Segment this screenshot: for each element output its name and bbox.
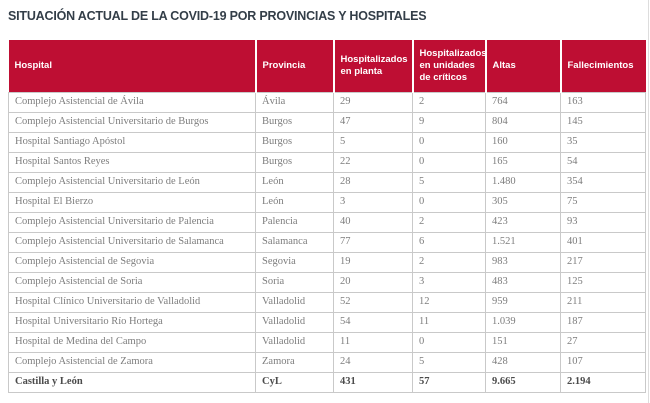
cell-hospital: Complejo Asistencial Universitario de León <box>9 172 256 192</box>
table-row <box>9 232 646 252</box>
table-body <box>9 92 646 392</box>
cell-planta: 77 <box>334 232 413 252</box>
cell-provincia: Palencia <box>256 212 334 232</box>
table-row <box>9 352 646 372</box>
cell-altas: 1.521 <box>486 232 561 252</box>
cell-criticos: 5 <box>413 352 486 372</box>
cell-provincia: Valladolid <box>256 312 334 332</box>
cell-fallecimientos: 54 <box>561 152 646 172</box>
cell-hospital: Complejo Asistencial Universitario de Palencia <box>9 212 256 232</box>
table-header-row <box>9 40 646 92</box>
column-header-planta: Hospitalizados en planta <box>334 40 413 92</box>
cell-provincia: CyL <box>256 372 334 392</box>
cell-planta: 5 <box>334 132 413 152</box>
cell-provincia: Zamora <box>256 352 334 372</box>
cell-altas: 151 <box>486 332 561 352</box>
cell-fallecimientos: 217 <box>561 252 646 272</box>
cell-criticos: 11 <box>413 312 486 332</box>
cell-altas: 165 <box>486 152 561 172</box>
table-row <box>9 312 646 332</box>
column-header-criticos: Hospitalizados en unidades de críticos <box>413 40 486 92</box>
cell-provincia: León <box>256 172 334 192</box>
cell-criticos: 0 <box>413 332 486 352</box>
cell-altas: 9.665 <box>486 372 561 392</box>
cell-hospital: Complejo Asistencial de Zamora <box>9 352 256 372</box>
page-title: SITUACIÓN ACTUAL DE LA COVID-19 POR PROVINCIAS Y HOSPITALES <box>8 9 427 23</box>
cell-altas: 764 <box>486 92 561 112</box>
cell-planta: 54 <box>334 312 413 332</box>
cell-fallecimientos: 93 <box>561 212 646 232</box>
cell-provincia: Segovia <box>256 252 334 272</box>
cell-altas: 1.039 <box>486 312 561 332</box>
cell-fallecimientos: 107 <box>561 352 646 372</box>
cell-hospital: Complejo Asistencial de Ávila <box>9 92 256 112</box>
cell-fallecimientos: 35 <box>561 132 646 152</box>
cell-provincia: Salamanca <box>256 232 334 252</box>
column-header-fallecimientos: Fallecimientos <box>561 40 646 92</box>
table-row <box>9 292 646 312</box>
cell-criticos: 2 <box>413 92 486 112</box>
cell-criticos: 0 <box>413 152 486 172</box>
table-row <box>9 172 646 192</box>
table-row <box>9 192 646 212</box>
cell-hospital: Hospital El Bierzo <box>9 192 256 212</box>
table-row <box>9 272 646 292</box>
cell-provincia: León <box>256 192 334 212</box>
cell-altas: 160 <box>486 132 561 152</box>
cell-planta: 52 <box>334 292 413 312</box>
cell-fallecimientos: 211 <box>561 292 646 312</box>
cell-criticos: 0 <box>413 192 486 212</box>
cell-planta: 40 <box>334 212 413 232</box>
cell-fallecimientos: 125 <box>561 272 646 292</box>
table-header <box>9 40 646 92</box>
cell-planta: 28 <box>334 172 413 192</box>
cell-hospital: Hospital Santos Reyes <box>9 152 256 172</box>
cell-altas: 428 <box>486 352 561 372</box>
cell-hospital: Complejo Asistencial de Soria <box>9 272 256 292</box>
cell-criticos: 6 <box>413 232 486 252</box>
cell-fallecimientos: 145 <box>561 112 646 132</box>
cell-fallecimientos: 401 <box>561 232 646 252</box>
page-right-edge-line <box>648 0 649 403</box>
table-row <box>9 252 646 272</box>
cell-altas: 983 <box>486 252 561 272</box>
cell-planta: 431 <box>334 372 413 392</box>
cell-planta: 47 <box>334 112 413 132</box>
table-row <box>9 152 646 172</box>
cell-criticos: 2 <box>413 212 486 232</box>
cell-planta: 3 <box>334 192 413 212</box>
cell-criticos: 12 <box>413 292 486 312</box>
table-total-row <box>9 372 646 392</box>
cell-hospital: Hospital Clínico Universitario de Valladolid <box>9 292 256 312</box>
cell-altas: 1.480 <box>486 172 561 192</box>
cell-criticos: 57 <box>413 372 486 392</box>
cell-provincia: Burgos <box>256 132 334 152</box>
cell-criticos: 2 <box>413 252 486 272</box>
cell-fallecimientos: 354 <box>561 172 646 192</box>
cell-fallecimientos: 27 <box>561 332 646 352</box>
cell-altas: 959 <box>486 292 561 312</box>
cell-fallecimientos: 75 <box>561 192 646 212</box>
cell-altas: 305 <box>486 192 561 212</box>
cell-hospital: Hospital Universitario Río Hortega <box>9 312 256 332</box>
table-row <box>9 332 646 352</box>
cell-planta: 20 <box>334 272 413 292</box>
cell-hospital: Complejo Asistencial Universitario de Salamanca <box>9 232 256 252</box>
table-row <box>9 132 646 152</box>
cell-fallecimientos: 163 <box>561 92 646 112</box>
cell-criticos: 3 <box>413 272 486 292</box>
cell-planta: 29 <box>334 92 413 112</box>
cell-altas: 804 <box>486 112 561 132</box>
table-row <box>9 92 646 112</box>
cell-hospital: Hospital de Medina del Campo <box>9 332 256 352</box>
cell-altas: 483 <box>486 272 561 292</box>
cell-provincia: Valladolid <box>256 292 334 312</box>
cell-planta: 11 <box>334 332 413 352</box>
cell-hospital: Complejo Asistencial de Segovia <box>9 252 256 272</box>
cell-fallecimientos: 187 <box>561 312 646 332</box>
cell-planta: 22 <box>334 152 413 172</box>
cell-hospital: Complejo Asistencial Universitario de Burgos <box>9 112 256 132</box>
cell-criticos: 0 <box>413 132 486 152</box>
cell-provincia: Ávila <box>256 92 334 112</box>
table-row <box>9 212 646 232</box>
column-header-altas: Altas <box>486 40 561 92</box>
cell-planta: 24 <box>334 352 413 372</box>
cell-fallecimientos: 2.194 <box>561 372 646 392</box>
cell-hospital: Castilla y León <box>9 372 256 392</box>
cell-provincia: Soria <box>256 272 334 292</box>
cell-hospital: Hospital Santiago Apóstol <box>9 132 256 152</box>
cell-provincia: Burgos <box>256 112 334 132</box>
table-row <box>9 112 646 132</box>
cell-criticos: 9 <box>413 112 486 132</box>
cell-criticos: 5 <box>413 172 486 192</box>
column-header-hospital: Hospital <box>9 40 256 92</box>
covid-hospitals-table <box>8 40 646 393</box>
cell-planta: 19 <box>334 252 413 272</box>
cell-provincia: Burgos <box>256 152 334 172</box>
cell-altas: 423 <box>486 212 561 232</box>
column-header-provincia: Provincia <box>256 40 334 92</box>
cell-provincia: Valladolid <box>256 332 334 352</box>
